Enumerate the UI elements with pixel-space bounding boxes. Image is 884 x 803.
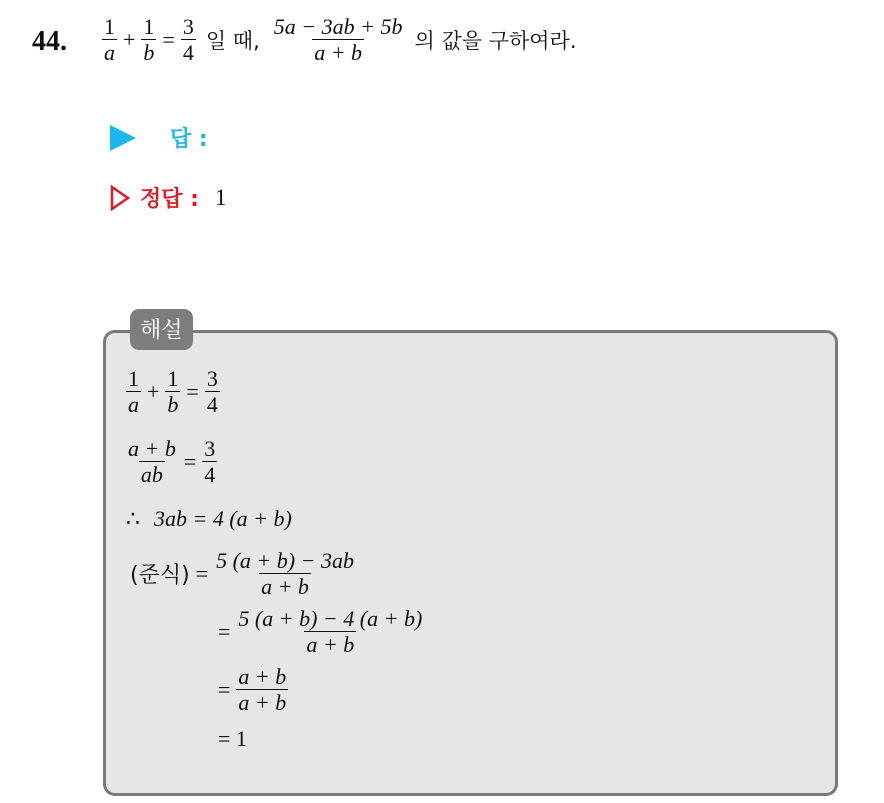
fraction-1-over-a: $\frac{1}{a}$ [104,14,115,66]
answer-row [110,122,208,153]
correct-answer-value: 1 [214,184,227,210]
fraction: $\frac{a + b}{ab}$ [128,436,176,488]
final-result: = 1 [218,726,247,751]
fraction: $\frac{3}{4}$ [206,366,218,418]
condition-text: 일 때, [205,28,260,53]
equals-sign: = [183,448,197,474]
equation-text: 3ab = 4 (a + b) [154,506,292,531]
solution-line-4 [130,548,356,600]
problem-number: 44. [32,26,67,57]
fraction: $\frac{1}{b}$ [167,366,179,418]
solution-line-1 [126,366,220,418]
correct-answer-label: 정답 : [140,187,199,212]
equals-sign: = [218,618,231,644]
correct-answer-row [110,182,226,213]
solution-line-2 [126,436,217,488]
fraction: $\frac{5 (a + b) - 4 (a + b)}{a + b}$ [238,606,423,658]
fraction: $\frac{1}{a}$ [128,366,139,418]
expression-label: (준식) [130,563,190,589]
solution-line-7 [212,726,247,752]
plus-sign: + [147,378,160,404]
answer-label: 답 : [170,127,208,152]
target-expression: $\frac{5a - 3ab + 5b}{a + b}$ [273,14,403,66]
problem-statement [102,14,577,66]
play-triangle-icon [110,125,136,151]
solution-line-5 [212,606,424,658]
therefore-symbol: ∴ [126,506,140,532]
solution-badge: 해설 [130,309,193,350]
equals-sign: = [195,560,209,586]
fraction-3-over-4: $\frac{3}{4}$ [182,14,194,66]
outline-triangle-icon [110,185,130,211]
solution-line-3 [126,506,292,532]
question-text: 의 값을 구하여라. [414,28,577,53]
equals-sign: = [186,378,199,404]
fraction: $\frac{5 (a + b) - 3ab}{a + b}$ [216,548,354,600]
solution-line-6 [212,664,288,716]
fraction: $\frac{3}{4}$ [204,436,216,488]
equals-sign: = [162,26,175,52]
plus-sign: + [123,26,136,52]
equals-sign: = [218,676,231,702]
fraction-1-over-b: $\frac{1}{b}$ [143,14,155,66]
fraction: $\frac{a + b}{a + b}$ [238,664,287,716]
